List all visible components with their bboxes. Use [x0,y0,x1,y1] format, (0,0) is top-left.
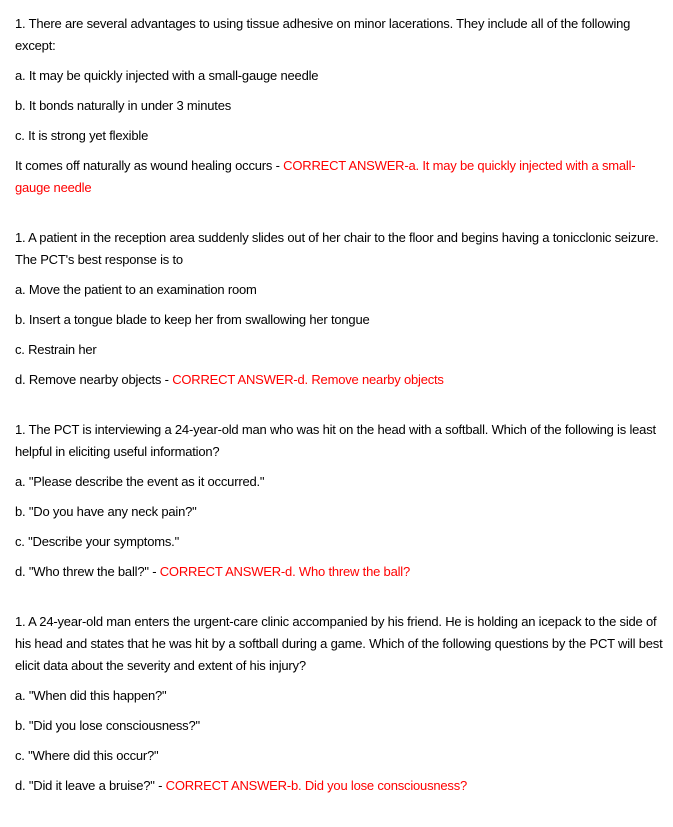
question-prompt: 1. There are several advantages to using tissue adhesive on minor lacerations. They include all of the following except: [15,16,631,53]
answer-line-stem: d. Remove nearby objects - [15,372,173,387]
question-block [15,13,667,199]
option-c: c. Restrain her [15,342,97,357]
question-block [15,227,667,391]
option-b: b. Insert a tongue blade to keep her from swallowing her tongue [15,312,370,327]
option-c: c. It is strong yet flexible [15,128,149,143]
correct-answer-text: CORRECT ANSWER-b. Did you lose consciousness? [165,778,468,793]
option-a: a. It may be quickly injected with a small-gauge needle [15,68,319,83]
answer-line [15,155,667,199]
option-b: b. It bonds naturally in under 3 minutes [15,98,232,113]
option-a: a. "Please describe the event as it occurred." [15,474,265,489]
correct-answer-text: CORRECT ANSWER-d. Who threw the ball? [159,564,411,579]
answer-line-stem: d. "Did it leave a bruise?" - [15,778,166,793]
answer-line [15,775,667,797]
option-a: a. "When did this happen?" [15,688,167,703]
answer-line [15,561,667,583]
answer-line-stem: It comes off naturally as wound healing occurs - [15,158,284,173]
answer-line [15,369,667,391]
option-b: b. "Did you lose consciousness?" [15,718,200,733]
question-block [15,419,667,583]
question-block [15,611,667,797]
option-c: c. "Describe your symptoms." [15,534,180,549]
correct-answer-text: CORRECT ANSWER-d. Remove nearby objects [172,372,444,387]
option-b: b. "Do you have any neck pain?" [15,504,197,519]
option-a: a. Move the patient to an examination room [15,282,257,297]
question-prompt: 1. A 24-year-old man enters the urgent-care clinic accompanied by his friend. He is holding an icepack to the side of his head and states that he was hit by a softball during a game. Which of the following questions by the PCT will best elicit data about the severity and extent of his injury? [15,614,663,673]
correct-answer-text: CORRECT ANSWER-a. It may be quickly injected with a small-gauge needle [15,158,636,195]
question-prompt: 1. A patient in the reception area suddenly slides out of her chair to the floor and begins having a tonicclonic seizure. The PCT's best response is to [15,230,659,267]
option-c: c. "Where did this occur?" [15,748,159,763]
answer-line-stem: d. "Who threw the ball?" - [15,564,160,579]
question-prompt: 1. The PCT is interviewing a 24-year-old man who was hit on the head with a softball. Which of the following is least helpful in eliciting useful information? [15,422,656,459]
